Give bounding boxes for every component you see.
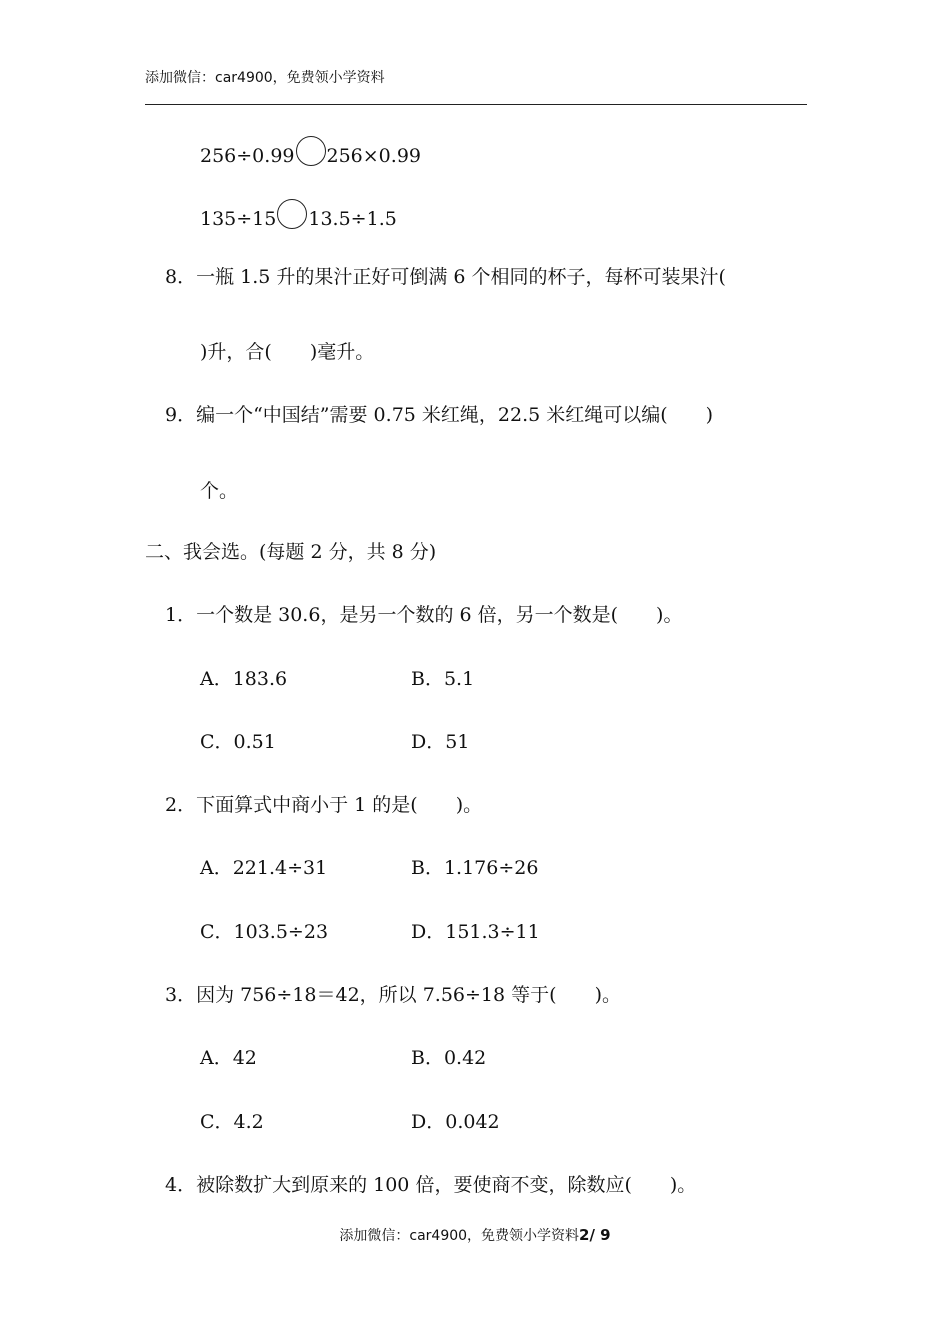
question-stem: 一瓶 1.5 升的果汁正好可倒满 6 个相同的杯子，每杯可装果汁(: [196, 266, 726, 288]
question-stem-part: 个。: [200, 480, 239, 502]
header-divider: [145, 104, 807, 105]
section-2-title: 二、我会选。(每题 2 分，共 8 分): [145, 541, 437, 563]
compare-row-1: [200, 136, 421, 167]
question-stem: 下面算式中商小于 1 的是(: [196, 794, 418, 816]
option-c[interactable]: C．103.5÷23: [200, 921, 329, 943]
question-stem-part: )升，合(: [200, 341, 272, 363]
question-number: 1．: [165, 604, 197, 626]
option-b[interactable]: B．5.1: [411, 668, 475, 690]
question-number: 9．: [165, 404, 197, 426]
option-c[interactable]: C．4.2: [200, 1111, 264, 1133]
question-stem: 一个数是 30.6，是另一个数的 6 倍，另一个数是(: [196, 604, 619, 626]
option-c[interactable]: C．0.51: [200, 731, 276, 753]
question-stem-part: )。: [455, 794, 483, 816]
compare-left: 135÷15: [200, 208, 277, 230]
question-stem: 编一个“中国结”需要 0.75 米红绳，22.5 米红绳可以编(: [196, 404, 668, 426]
compare-right: 13.5÷1.5: [308, 208, 397, 230]
page-number: 2/ 9: [579, 1226, 611, 1244]
question-8-line-1: [165, 262, 726, 289]
option-a[interactable]: A．42: [200, 1047, 257, 1069]
compare-right: 256×0.99: [326, 145, 421, 167]
question-8-line-2: [200, 337, 374, 364]
question-stem-part: )。: [594, 984, 621, 1006]
question-stem-part: )。: [669, 1174, 697, 1196]
question-stem: 被除数扩大到原来的 100 倍，要使商不变，除数应(: [196, 1174, 632, 1196]
option-b[interactable]: B．1.176÷26: [411, 857, 539, 879]
answer-circle[interactable]: [296, 136, 326, 166]
question-9-line-2: [200, 476, 238, 503]
option-a[interactable]: A．221.4÷31: [200, 857, 328, 879]
header-text: 添加微信：car4900，免费领小学资料: [145, 70, 385, 86]
footer-text: 添加微信：car4900，免费领小学资料: [339, 1228, 580, 1244]
question-stem-part: )。: [656, 604, 683, 626]
choice-question-3: [165, 980, 621, 1007]
option-d[interactable]: D．0.042: [411, 1111, 500, 1133]
option-d[interactable]: D．51: [411, 731, 470, 753]
choice-question-2: [165, 790, 482, 817]
question-number: 8．: [165, 266, 197, 288]
compare-left: 256÷0.99: [200, 145, 295, 167]
option-b[interactable]: B．0.42: [411, 1047, 487, 1069]
question-stem-part: ): [705, 404, 714, 426]
option-d[interactable]: D．151.3÷11: [411, 921, 540, 943]
choice-question-1: [165, 600, 682, 627]
footer: [0, 1225, 950, 1245]
answer-circle[interactable]: [277, 199, 307, 229]
compare-row-2: [200, 199, 397, 230]
choice-question-4: [165, 1170, 696, 1197]
question-stem-part: )毫升。: [309, 341, 375, 363]
option-a[interactable]: A．183.6: [200, 668, 288, 690]
question-number: 4．: [165, 1174, 197, 1196]
question-stem: 因为 756÷18＝42，所以 7.56÷18 等于(: [196, 984, 557, 1006]
question-number: 3．: [165, 984, 197, 1006]
question-9-line-1: [165, 400, 713, 427]
question-number: 2．: [165, 794, 197, 816]
